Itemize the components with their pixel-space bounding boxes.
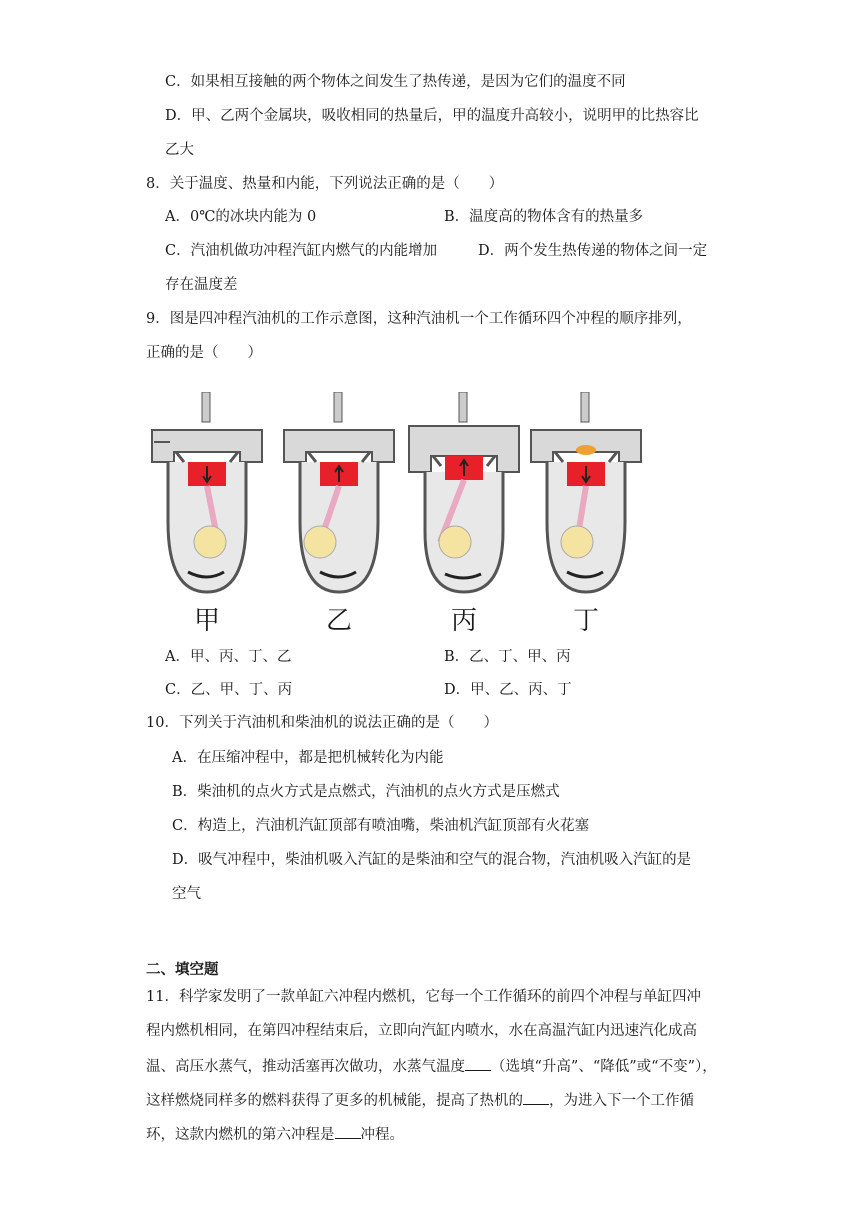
q9-option-d: D．甲、乙、丙、丁	[444, 682, 572, 698]
q8-option-c: C．汽油机做功冲程汽缸内燃气的内能增加	[165, 243, 438, 259]
q11-line-4	[146, 1089, 694, 1111]
q10-option-c: C．构造上，汽油机汽缸顶部有喷油嘴，柴油机汽缸顶部有火花塞	[172, 818, 590, 834]
q11-line-5-tail: 冲程。	[360, 1127, 404, 1143]
engine-figure-bing	[405, 392, 523, 598]
q9-stem-cont: 正确的是（ ）	[146, 345, 262, 361]
answer-blank-3[interactable]	[335, 1123, 361, 1139]
q11-line-5	[146, 1123, 404, 1145]
q11-line-1: 11．科学家发明了一款单缸六冲程内燃机，它每一个工作循环的前四个冲程与单缸四冲	[146, 989, 701, 1005]
q7-option-c: C．如果相互接触的两个物体之间发生了热传递，是因为它们的温度不同	[165, 74, 626, 90]
q11-line-5-text: 环，这款内燃机的第六冲程是	[146, 1127, 335, 1143]
q9-option-c: C．乙、甲、丁、丙	[165, 682, 293, 698]
answer-blank-2[interactable]	[523, 1089, 549, 1105]
q11-line-3	[146, 1055, 717, 1077]
q11-line-3-tail: （选填“升高”、“降低”或“不变”），	[491, 1059, 717, 1075]
q9-option-a: A．甲、丙、丁、乙	[165, 649, 292, 665]
q8-stem: 8．关于温度、热量和内能，下列说法正确的是（ ）	[146, 176, 504, 192]
q10-option-a: A．在压缩冲程中，都是把机械转化为内能	[172, 750, 444, 766]
q8-option-b: B．温度高的物体含有的热量多	[444, 209, 644, 225]
q7-option-d-cont: 乙大	[165, 142, 194, 158]
engine-figure-yi	[280, 392, 398, 598]
engine-figure-jia	[148, 392, 266, 598]
q8-option-a: A．0℃的冰块内能为 0	[165, 209, 317, 225]
figure-label-jia: 甲	[193, 606, 220, 636]
section-title: 二、填空题	[146, 962, 219, 978]
figure-label-yi: 乙	[325, 606, 352, 636]
spark-icon	[576, 445, 596, 455]
q11-line-4-text: 这样燃烧同样多的燃料获得了更多的机械能，提高了热机的	[146, 1093, 523, 1109]
q9-stem: 9．图是四冲程汽油机的工作示意图，这种汽油机一个工作循环四个冲程的顺序排列，	[146, 311, 692, 327]
q10-option-d: D．吸气冲程中，柴油机吸入汽缸的是柴油和空气的混合物，汽油机吸入汽缸的是	[172, 852, 692, 868]
q11-line-4-tail: ，为进入下一个工作循	[549, 1093, 694, 1109]
q10-option-b: B．柴油机的点火方式是点燃式，汽油机的点火方式是压燃式	[172, 784, 560, 800]
q8-option-d-cont: 存在温度差	[165, 277, 238, 293]
answer-blank-1[interactable]	[465, 1055, 491, 1071]
q8-option-d: D．两个发生热传递的物体之间一定	[478, 243, 708, 259]
engine-figure-ding	[527, 392, 645, 598]
q10-stem: 10．下列关于汽油机和柴油机的说法正确的是（ ）	[146, 715, 498, 731]
q9-option-b: B．乙、丁、甲、丙	[444, 649, 571, 665]
q7-option-d: D．甲、乙两个金属块，吸收相同的热量后，甲的温度升高较小，说明甲的比热容比	[165, 108, 699, 124]
q11-line-2: 程内燃机相同，在第四冲程结束后，立即向汽缸内喷水，水在高温汽缸内迅速汽化成高	[146, 1023, 697, 1039]
figure-label-ding: 丁	[572, 606, 599, 636]
figure-label-bing: 丙	[450, 606, 477, 636]
q10-option-d-cont: 空气	[172, 886, 201, 902]
q11-line-3-text: 温、高压水蒸气，推动活塞再次做功，水蒸气温度	[146, 1059, 465, 1075]
